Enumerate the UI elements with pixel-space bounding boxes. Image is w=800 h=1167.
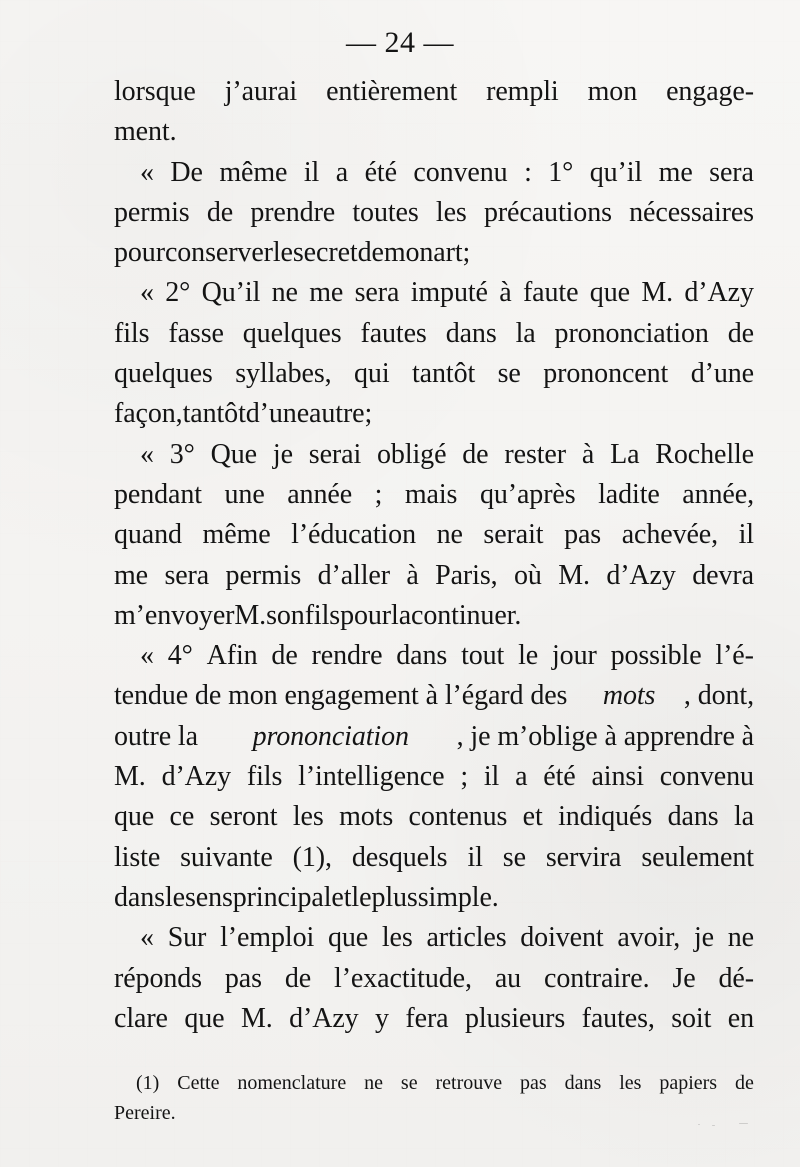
word: jour [551, 640, 597, 672]
word: précautions [483, 196, 612, 228]
word: ce [169, 801, 195, 833]
word: ainsi [591, 761, 644, 793]
word: seront [209, 801, 278, 833]
word: où [513, 559, 542, 591]
word: mots [339, 801, 394, 833]
word: (1) [136, 1072, 160, 1094]
word: ; [460, 761, 469, 793]
word: d’Azy [606, 559, 676, 591]
text-line [114, 757, 754, 797]
word: entièrement [326, 76, 458, 107]
word: réponds [114, 962, 202, 994]
word: retrouve [435, 1072, 503, 1094]
word: au [494, 962, 522, 994]
word: dans [114, 881, 165, 913]
word: dé- [718, 962, 754, 994]
word: permis [225, 559, 302, 591]
word: fautes [360, 317, 427, 349]
text-line [114, 153, 754, 193]
word: pendant [114, 478, 202, 510]
word: mon [587, 76, 638, 107]
text-line [114, 233, 754, 273]
word: convenu [413, 156, 508, 188]
word: et [331, 881, 352, 913]
word: suivante [180, 841, 273, 873]
scan-mark [739, 1123, 748, 1124]
text-line [114, 112, 754, 152]
word: fils [304, 599, 341, 631]
word: Afin [206, 640, 258, 672]
word: sera [709, 156, 754, 188]
word: contenus [408, 801, 508, 833]
word: convenu [659, 761, 754, 793]
word: il [303, 156, 320, 188]
text-line [114, 193, 754, 233]
word: papiers [659, 1072, 718, 1094]
word: M. [641, 277, 674, 309]
word: desquels [351, 841, 448, 873]
word: nécessaires [629, 196, 754, 228]
word: d’Azy [289, 1002, 359, 1034]
text-segment: , je m’oblige à apprendre à [456, 720, 754, 752]
word: tout [461, 640, 505, 672]
word: quand [114, 519, 182, 551]
word: il [467, 841, 483, 873]
footnote-line [114, 1068, 754, 1098]
word: qu’il [589, 156, 643, 188]
word: servira [545, 841, 622, 873]
text-segment: outre la [114, 720, 205, 752]
word: Sur [167, 922, 207, 954]
word: 1° [548, 156, 574, 188]
word: fera [405, 1002, 449, 1034]
word: façon, [114, 398, 183, 430]
word: men [114, 116, 162, 148]
word: les [292, 801, 324, 833]
word: « [140, 922, 154, 954]
word: année [287, 478, 353, 510]
scan-mark [712, 1125, 715, 1126]
word: rempli [486, 76, 559, 107]
word: conserver [164, 237, 273, 269]
word: engage- [666, 76, 754, 107]
word: nomenclature [237, 1072, 347, 1094]
word: liste [114, 841, 161, 873]
word: que [327, 922, 369, 954]
word: syllabes, [235, 358, 332, 390]
word: ne [436, 519, 463, 551]
word: rendre [311, 640, 383, 672]
text-segment: tendue de mon engagement à l’égard des [114, 680, 575, 712]
word: avoir, [617, 922, 681, 954]
word: ladite [598, 478, 660, 510]
word: devra [692, 559, 754, 591]
word: : [524, 156, 532, 188]
word: tantôt [411, 358, 476, 390]
word: dans [564, 1072, 602, 1094]
word: imputé [410, 277, 488, 309]
word: je [693, 922, 714, 954]
text-line [114, 596, 754, 636]
word: de [462, 438, 489, 470]
word: dans [396, 640, 448, 672]
word: de [727, 317, 754, 349]
word: été [543, 761, 576, 793]
word: Je [672, 962, 696, 994]
word: le [518, 640, 539, 672]
word: 4° [167, 640, 193, 672]
word: le [164, 881, 185, 913]
word: art [433, 237, 463, 269]
word: dans [445, 317, 497, 349]
word: sera [354, 277, 400, 309]
text-line [114, 717, 754, 757]
word: tantôt [182, 398, 246, 430]
word: le [351, 881, 372, 913]
word: dans [667, 801, 719, 833]
text-line [114, 515, 754, 555]
word: fils [114, 317, 150, 349]
word: secret [292, 237, 358, 269]
word: de [206, 196, 234, 228]
word: l’éducation [291, 519, 416, 551]
word: sera [164, 559, 210, 591]
word: même [219, 156, 288, 188]
word: ne [364, 1072, 383, 1094]
word: De [170, 156, 203, 188]
word: le [272, 237, 293, 269]
word: a [515, 761, 528, 793]
word: a [335, 156, 349, 188]
word: clare [114, 1002, 168, 1034]
word: d’Azy [684, 277, 754, 309]
word: se [502, 841, 526, 873]
word: pas [224, 962, 262, 994]
word: l’é- [715, 640, 754, 672]
word: contraire. [544, 962, 650, 994]
word: achevée, [621, 519, 719, 551]
word: M. [558, 559, 590, 591]
italic-word: mots [602, 680, 656, 712]
word: rester [504, 438, 566, 470]
word: l’emploi [220, 922, 315, 954]
word: les [619, 1072, 642, 1094]
word: toutes [352, 196, 419, 228]
word: prendre [250, 196, 336, 228]
word: prononcent [543, 358, 669, 390]
word: il [738, 519, 754, 551]
word: même [202, 519, 271, 551]
word: 3° [169, 438, 195, 470]
page-number-header: — 24 — [346, 26, 454, 59]
footnote-line [114, 1098, 754, 1128]
word: simple. [417, 881, 499, 913]
word: qu’après [479, 478, 576, 510]
word: l’exactitude, [334, 962, 472, 994]
word: doivent [520, 922, 604, 954]
word: y [375, 1002, 389, 1034]
word: pas [520, 1072, 547, 1094]
word: que [589, 277, 630, 309]
word: (1), [292, 841, 332, 873]
word: l’intelligence [298, 761, 445, 793]
word: la [391, 599, 412, 631]
word: Que [210, 438, 258, 470]
word: mon [383, 237, 434, 269]
word: « [140, 640, 154, 672]
text-line [114, 999, 754, 1039]
word: d’une [245, 398, 310, 430]
word: les [435, 196, 467, 228]
word: ; [374, 478, 383, 510]
word: me [114, 559, 149, 591]
word: à [406, 559, 419, 591]
word: Cette [177, 1072, 220, 1094]
word: été [364, 156, 397, 188]
word: pour [340, 599, 392, 631]
word: continuer. [411, 599, 522, 631]
word: j’aurai [224, 76, 298, 107]
word: pour [114, 237, 165, 269]
word: « [140, 277, 154, 309]
word: 2° [165, 277, 191, 309]
word: de [284, 962, 312, 994]
footnote [114, 1068, 754, 1128]
text-line [114, 918, 754, 958]
word: fils [246, 761, 283, 793]
word: fasse [168, 317, 224, 349]
word: M. [234, 599, 267, 631]
word: obligé [377, 438, 447, 470]
word: Qu’il [201, 277, 261, 309]
word: de [271, 640, 298, 672]
word: soit [671, 1002, 712, 1034]
word: plus [371, 881, 418, 913]
word: « [140, 438, 154, 470]
word: M. [240, 1002, 273, 1034]
text-line [114, 959, 754, 999]
word: de [734, 1072, 754, 1094]
text-line [114, 878, 754, 918]
word: d’aller [317, 559, 390, 591]
word: pas [564, 519, 602, 551]
word: son [266, 599, 305, 631]
word: il [483, 761, 500, 793]
word: et [522, 801, 543, 833]
word: la [733, 801, 754, 833]
word: m’envoyer [114, 599, 235, 631]
word: en [727, 1002, 754, 1034]
word: plusieurs [464, 1002, 566, 1034]
text-line [114, 273, 754, 313]
italic-word: prononciation [252, 720, 409, 752]
word: t. [161, 116, 177, 148]
word: serai [308, 438, 362, 470]
word: indiqués [558, 801, 653, 833]
text-line [114, 676, 754, 716]
word: ; [462, 237, 471, 269]
word: se [497, 358, 521, 390]
word: mais [404, 478, 458, 510]
word: d’une [690, 358, 754, 390]
word: me [309, 277, 344, 309]
word: quelques [114, 358, 213, 390]
word: principal [232, 881, 332, 913]
word: de [357, 237, 384, 269]
text-line [114, 314, 754, 354]
word: M. [114, 761, 146, 793]
word: possible [610, 640, 702, 672]
word: ne [727, 922, 754, 954]
word: fautes, [581, 1002, 655, 1034]
word: Paris, [435, 559, 498, 591]
text-line [114, 475, 754, 515]
text-line [114, 72, 754, 112]
word: autre [309, 398, 365, 430]
text-line [114, 636, 754, 676]
text-line [114, 797, 754, 837]
word: je [272, 438, 293, 470]
word: Rochelle [655, 438, 754, 470]
word: « [140, 156, 154, 188]
body-text [114, 72, 754, 1039]
word: ; [364, 398, 373, 430]
word: Pereire. [114, 1102, 176, 1124]
word: que [114, 801, 155, 833]
word: faute [522, 277, 579, 309]
word: ne [271, 277, 298, 309]
word: qui [354, 358, 390, 390]
word: La [610, 438, 640, 470]
word: une [224, 478, 265, 510]
text-line [114, 838, 754, 878]
word: permis [114, 196, 190, 228]
text-segment: , dont, [683, 680, 754, 712]
word: sens [184, 881, 233, 913]
word: me [658, 156, 693, 188]
word: à [499, 277, 512, 309]
text-line [114, 556, 754, 596]
word: année, [682, 478, 754, 510]
word: la [515, 317, 536, 349]
word: quelques [242, 317, 342, 349]
word: que [184, 1002, 225, 1034]
word: les [381, 922, 413, 954]
text-line [114, 354, 754, 394]
word: seulement [641, 841, 754, 873]
word: à [581, 438, 595, 470]
word: articles [426, 922, 507, 954]
text-line [114, 435, 754, 475]
word: prononciation [554, 317, 709, 349]
word: lorsque [114, 76, 196, 107]
scan-mark [698, 1124, 700, 1125]
text-line [114, 394, 754, 434]
word: d’Azy [161, 761, 232, 793]
word: se [400, 1072, 418, 1094]
word: serait [483, 519, 544, 551]
